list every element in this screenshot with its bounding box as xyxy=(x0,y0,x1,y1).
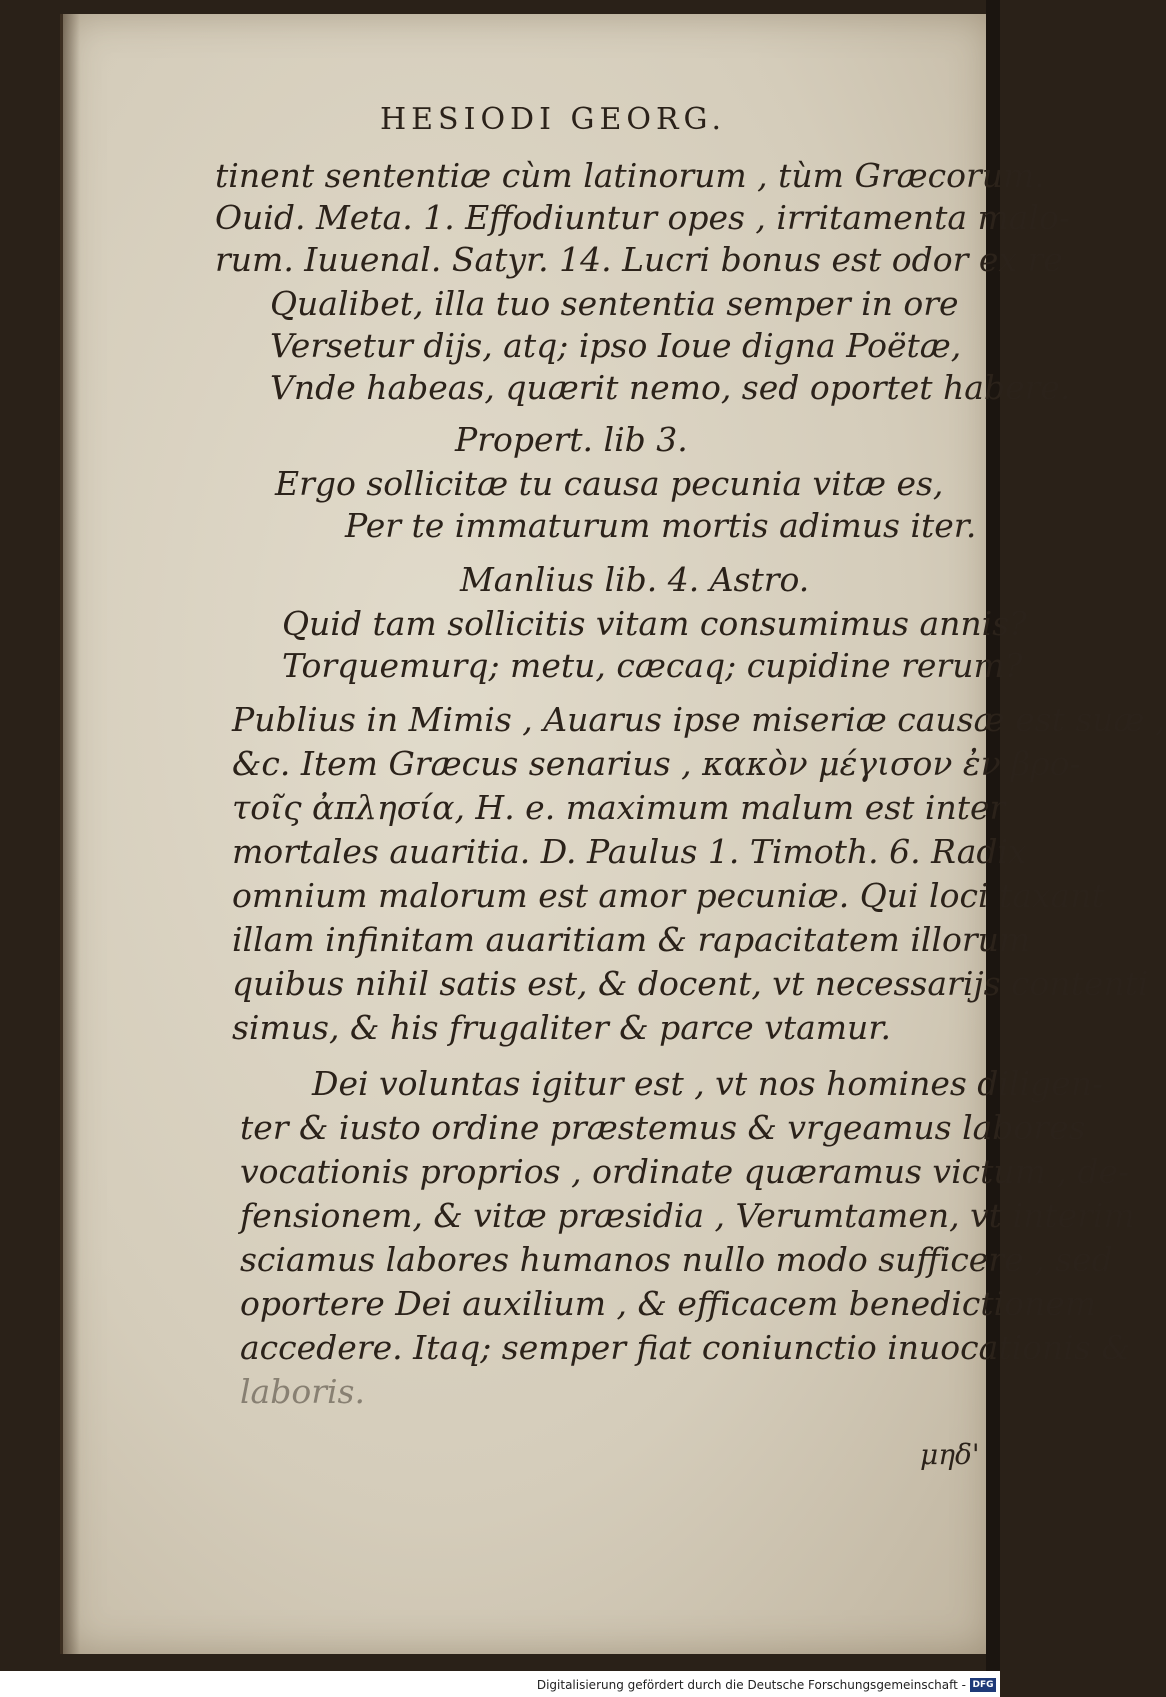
text-line-6: τοῖς ἀπλησία, H. e. maximum malum est inter xyxy=(232,788,1006,827)
text-line-19: laboris. xyxy=(240,1372,365,1411)
dfg-logo: DFG xyxy=(970,1678,996,1692)
citation-manlius: Manlius lib. 4. Astro. xyxy=(460,560,810,599)
text-line-4: Publius in Mimis , Auarus ipse miseriæ causæ est suæ , xyxy=(232,700,1166,739)
text-line-2: Ouid. Meta. 1. Effodiuntur opes , irritamenta malo- xyxy=(215,198,1071,237)
text-line-14: vocationis proprios , ordinate quæramus victum , de- xyxy=(240,1152,1130,1191)
verse-line-7: Torquemurq; metu, cæcaq; cupidine rerum? xyxy=(282,646,1023,685)
verse-line-4: Ergo sollicitæ tu causa pecunia vitæ es, xyxy=(275,464,944,503)
verse-line-3: Vnde habeas, quærit nemo, sed oportet habere. xyxy=(270,368,1071,407)
text-line-3: rum. Iuuenal. Satyr. 14. Lucri bonus est odor ex re xyxy=(215,240,1063,279)
text-line-17: oportere Dei auxilium , & efficacem benedictionem xyxy=(240,1284,1097,1323)
verse-line-2: Versetur dijs, atq; ipso Ioue digna Poëtæ, xyxy=(270,326,962,365)
funding-credit: Digitalisierung gefördert durch die Deutsche Forschungsgemeinschaft - xyxy=(536,1678,966,1692)
text-line-13: ter & iusto ordine præstemus & vrgeamus labores xyxy=(240,1108,1086,1147)
text-line-10: quibus nihil satis est, & docent, vt necessarijs contenti xyxy=(232,964,1149,1003)
text-line-16: sciamus labores humanos nullo modo sufficere , sed xyxy=(240,1240,1113,1279)
catchword: μηδ' xyxy=(920,1438,980,1471)
verse-line-1: Qualibet, illa tuo sententia semper in ore xyxy=(270,284,959,323)
text-line-18: accedere. Itaq; semper fiat coniunctio inuocationis & xyxy=(240,1328,1131,1367)
text-line-12: Dei voluntas igitur est , vt nos homines diligen- xyxy=(312,1064,1104,1103)
verse-line-5: Per te immaturum mortis adimus iter. xyxy=(345,506,977,545)
text-line-9: illam infinitam auaritiam & rapacitatem illorum xyxy=(232,920,1031,959)
text-line-5: &c. Item Græcus senarius , κακὸν μέγισον ἐν βρο- xyxy=(232,744,1081,783)
verse-line-6: Quid tam sollicitis vitam consumimus annis? xyxy=(282,604,1027,643)
text-line-15: fensionem, & vitæ præsidia , Verumtamen, vt interim xyxy=(240,1196,1135,1235)
text-line-11: simus, & his frugaliter & parce vtamur. xyxy=(232,1008,891,1047)
text-line-8: omnium malorum est amor pecuniæ. Qui loci taxant xyxy=(232,876,1105,915)
text-line-7: mortales auaritia. D. Paulus 1. Timoth. 6. Radix xyxy=(232,832,1027,871)
running-head: HESIODI GEORG. xyxy=(380,102,726,137)
text-line-1: tinent sententiæ cùm latinorum , tùm Græcorum. xyxy=(215,156,1045,195)
citation-propertius: Propert. lib 3. xyxy=(455,420,688,459)
footer-bar xyxy=(0,1671,1000,1697)
